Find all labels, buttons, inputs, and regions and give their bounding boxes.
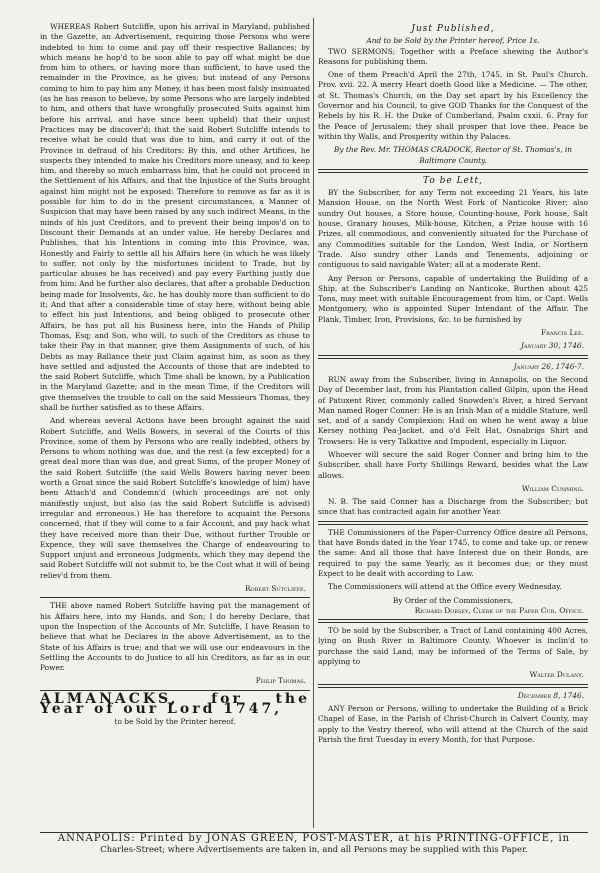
sermons-title: TWO SERMONS; Together with a Preface shewing the Author's Reasons for publishing them. — [318, 46, 588, 66]
imprint-line-2: Charles-Street; where Advertisements are taken in, and all Persons may be supplied with this Paper. — [100, 844, 528, 854]
almanacks-heading: ALMANACKS, for the Year of our Lord 1747, — [40, 690, 310, 717]
thomas-declaration: THE above named Robert Sutcliffe having put the management of his Affairs here, into my Hands, and Son; I do hereby Declare, that upon the Inspection of the Accounts of Mr. Sutcliffe, I have Reason to believe that what he Declares in the above Advertisement, as to the State of his Affairs is true; and that we will use our endeavours in the Settling the Accounts to do Justice to all his Creditors, as far as in our Power. — [40, 601, 310, 673]
sutcliffe-actions-paragraph: And whereas several Actions have been brought against the said Robert Sutcliffe, and Wells Bowers, in several of the Courts of this Province, some of them by Persons who are really indebted, others by Persons to whom nothing was due, and the rest (a few excepted) for a great deal more than was due, and great Sums, of the proper Money of the said Robert Sutcliffe (the said Wells Bowers having never been worth a Groat since the said Robert Sutcliffe's knowledge of him) have been Attach'd and Condemn'd (which proceedings are not only manifestly unjust, but also (as the said Robert Sutcliffe is advised) irregular and erroneous.) He has therefore to acquaint the Persons concerned, that if they will come to a fair Account, and pay back what they have received more than their Due, without further Trouble or Expence, they will save themselves the Charge of endeavouring to Support unjust and erroneous Judgments, which they may depend the said Robert Sutcliffe will not submit to, be the Cost what it will of being reliev'd from them. — [40, 416, 310, 580]
paper-office-order: By Order of the Commissioners, — [392, 595, 514, 605]
left-column — [40, 22, 310, 830]
right-column — [318, 22, 588, 830]
lett-body: BY the Subscriber, for any Term not exceeding 21 Years, his late Mansion House, on the North West Fork of Nanticoke River; also sundry Out houses, a Store house, Counting-house, Pork house, Salt house, Granary houses, Milk-house, Kitchen, a Prize house with 16 Prizes, all commodious, and conveniently situated for the Purchase of any Commodities suitable for the London, West India, or Northern Trade. Also sundry other Lands and Tenements, adjoining or contiguous to said navigable Water; all at a moderate Rent. — [318, 188, 588, 270]
divider — [40, 597, 310, 598]
lett-shipbuilding: Any Person or Persons, capable of undertaking the Building of a Ship, at the Subscriber's Landing on Nanticoke, Burthen about 425 Tons, may meet with suitable Encouragement from him, or Capt. Wells Montgomery, who is appointed Super Intendant of the Affair. The Plank, Timber, Iron, Provisions, &c. to be furnished by — [318, 273, 588, 324]
runaway-reward: Whoever will secure the said Roger Conner and bring him to the Subscriber, shall have Forty Shillings Reward, besides what the Law allows. — [318, 449, 588, 480]
land-sale-signature: Walter Dulany. — [529, 670, 584, 680]
runaway-body: RUN away from the Subscriber, living in Annapolis, on the Second Day of December last, from his Plantation called Gilpin, upon the Head of Patuxent River, commonly called Snowden's River, a hired Servant Man named Roger Conner: He is an Irish Man of a middle Stature, well set, and of a sandy Complexion: Had on when he went away a blue Kersey nothing Pea-Jacket, and o'd Felt Hat, Osnabrigs Shirt and Trowsers: He is very Talkative and Impudent, especially in Liquor. — [318, 374, 588, 446]
sermons-just-published: Just Published, — [411, 24, 495, 34]
runaway-date: January 26, 1746-7. — [513, 361, 584, 371]
runaway-note: N. B. The said Conner has a Discharge from the Subscriber; but since that has contracted again for another Year. — [318, 497, 588, 517]
divider — [318, 169, 588, 173]
chapel-notice: ANY Person or Persons, willing to undertake the Building of a Brick Chapel of Ease, in the Parish of Christ-Church in Calvert County, may apply to the Vestry thereof, who will attend at the Church of the said Parish the first Tuesday in every Month, for that Purpose. — [318, 703, 588, 744]
almanacks-subheading: to be Sold by the Printer hereof. — [114, 717, 236, 727]
imprint-line-1: ANNAPOLIS: Printed by JONAS GREEN, POST-MASTER, at his PRINTING-OFFICE, in — [57, 833, 571, 844]
sermons-body: One of them Preach'd April the 27th, 1745, in St. Paul's Church. Prov. xvii. 22. A merry Heart doeth Good like a Medicine. — The other, at St. Thomas's Church, on the Day set apart by his Excellency the Governor and his Council, to give GOD Thanks for the Conquest of the Rebels by his R. H. the Duke of Cumberland, Psalm cxxii. 6. Pray for the Peace of Jerusalem; they shall prosper that love thee. Peace be within thy Walls, and Prosperity within thy Palaces. — [318, 70, 588, 141]
column-rule — [313, 18, 314, 828]
paper-office-signature: Richard Dorsey, Clerk of the Paper Cur. Office. — [414, 605, 584, 615]
lett-heading: To be Lett, — [423, 175, 483, 186]
lett-date: January 30, 1746. — [520, 341, 584, 351]
sutcliffe-advertisement: WHEREAS Robert Sutcliffe, upon his arrival in Maryland, published in the Gazette, an Advertisement, requiring those Persons who were indebted to him to come and pay off their respective Ballances; by which means he hop'd to be soon able to pay off what might be due from him to others, or having more than sufficient, to have used the remainder in the Province, as he gives; but instead of any Persons coming to him to pay him any Money, it has been most falsly insinuated (as he has reason to believe, by some Persons who are largely indebted to him, and others that have wrongfully prosecuted Suits against him before his arrival, and have since been upheld) that their unjust Practices may be discover'd; that the said Robert Sutcliffe intends to receive what he could that was due to him, and carry it out of the Province in defraud of his Creditors: By this, and other Artifices, he suspects they intended to make his Creditors more uneasy, and to keep him, and thereby so much embarrass him, that he could not proceed in the Settlement of his Affairs, and that the Injustice of the Suits brought against him might not be exposed: Therefore to remove as far as it is possible for him to do in the present circumstances, a Manner of Suspicion that may have been raised by any such indirect Means, in the minds of his just Creditors, and to prevent their being impos'd on to Discount their Demands at an under value, He hereby Declares and Publishes, that his Intentions in coming into this Province, was, Honestly and Fairly to settle all his Affairs here (in which he was likely to suffer, not only by the misfortunes incident to Trade, but by particular abuses he has received) and pay every Farthing justly due from him: And he further also declares, that after a probable Deduction being made for Insolvents, &c. he has doubly more than sufficient to do it; And that after a considerable time of stay here, without being able to effect his just Intentions, and being obliged to prosecute other Affairs, he has put all his Business here, into the Hands of Philip Thomas, Esq; and Son, who will, to such of the Creditors as chuse to take their Pay in that manner, give them Assignments of such, of his Debts as may Ballance their just Claim against him, as soon as they have settled and adjusted the Accounts of those that are indebted to the said Robert Sutcliffe, which Time shall be known, by a Publication in the Maryland Gazette; and in the mean Time, if the Creditors will give themselves the trouble to call on the said Messieurs Thomas, they shall be further satisfied as to these Affairs. — [40, 22, 310, 412]
divider — [318, 684, 588, 688]
lett-signature: Francis Lee. — [540, 328, 584, 338]
land-sale-notice: TO be sold by the Subscriber, a Tract of Land containing 400 Acres, lying on Bush River in Baltimore County. Whoever is inclin'd to purchase the said Land, may be informed of the Terms of Sale, by applying to — [318, 626, 588, 667]
divider — [318, 521, 588, 525]
thomas-signature: Philip Thomas. — [255, 676, 306, 686]
sutcliffe-signature: Robert Sutcliffe. — [244, 584, 306, 594]
imprint-footer — [40, 832, 588, 863]
runaway-signature: William Cumming. — [521, 483, 584, 493]
chapel-date: December 8, 1746. — [517, 690, 584, 700]
paper-office-attendance: The Commissioners will attend at the Office every Wednesday. — [328, 582, 562, 592]
divider — [318, 355, 588, 359]
sermons-price-line: And to be Sold by the Printer hereof, Price 1s. — [366, 36, 540, 46]
paper-office-notice: THE Commissioners of the Paper-Currency Office desire all Persons, that have Bonds dated in the Year 1745, to come and take up, or renew the same: And all those that have Interest due on their Bonds, are required to pay the same Yearly, as it becomes due; or they must Expect to be dealt with according to Law. — [318, 527, 588, 578]
sermons-author: By the Rev. Mr. THOMAS CRADOCK, Rector of St. Thomas's, in Baltimore County. — [333, 145, 573, 165]
divider — [318, 619, 588, 623]
